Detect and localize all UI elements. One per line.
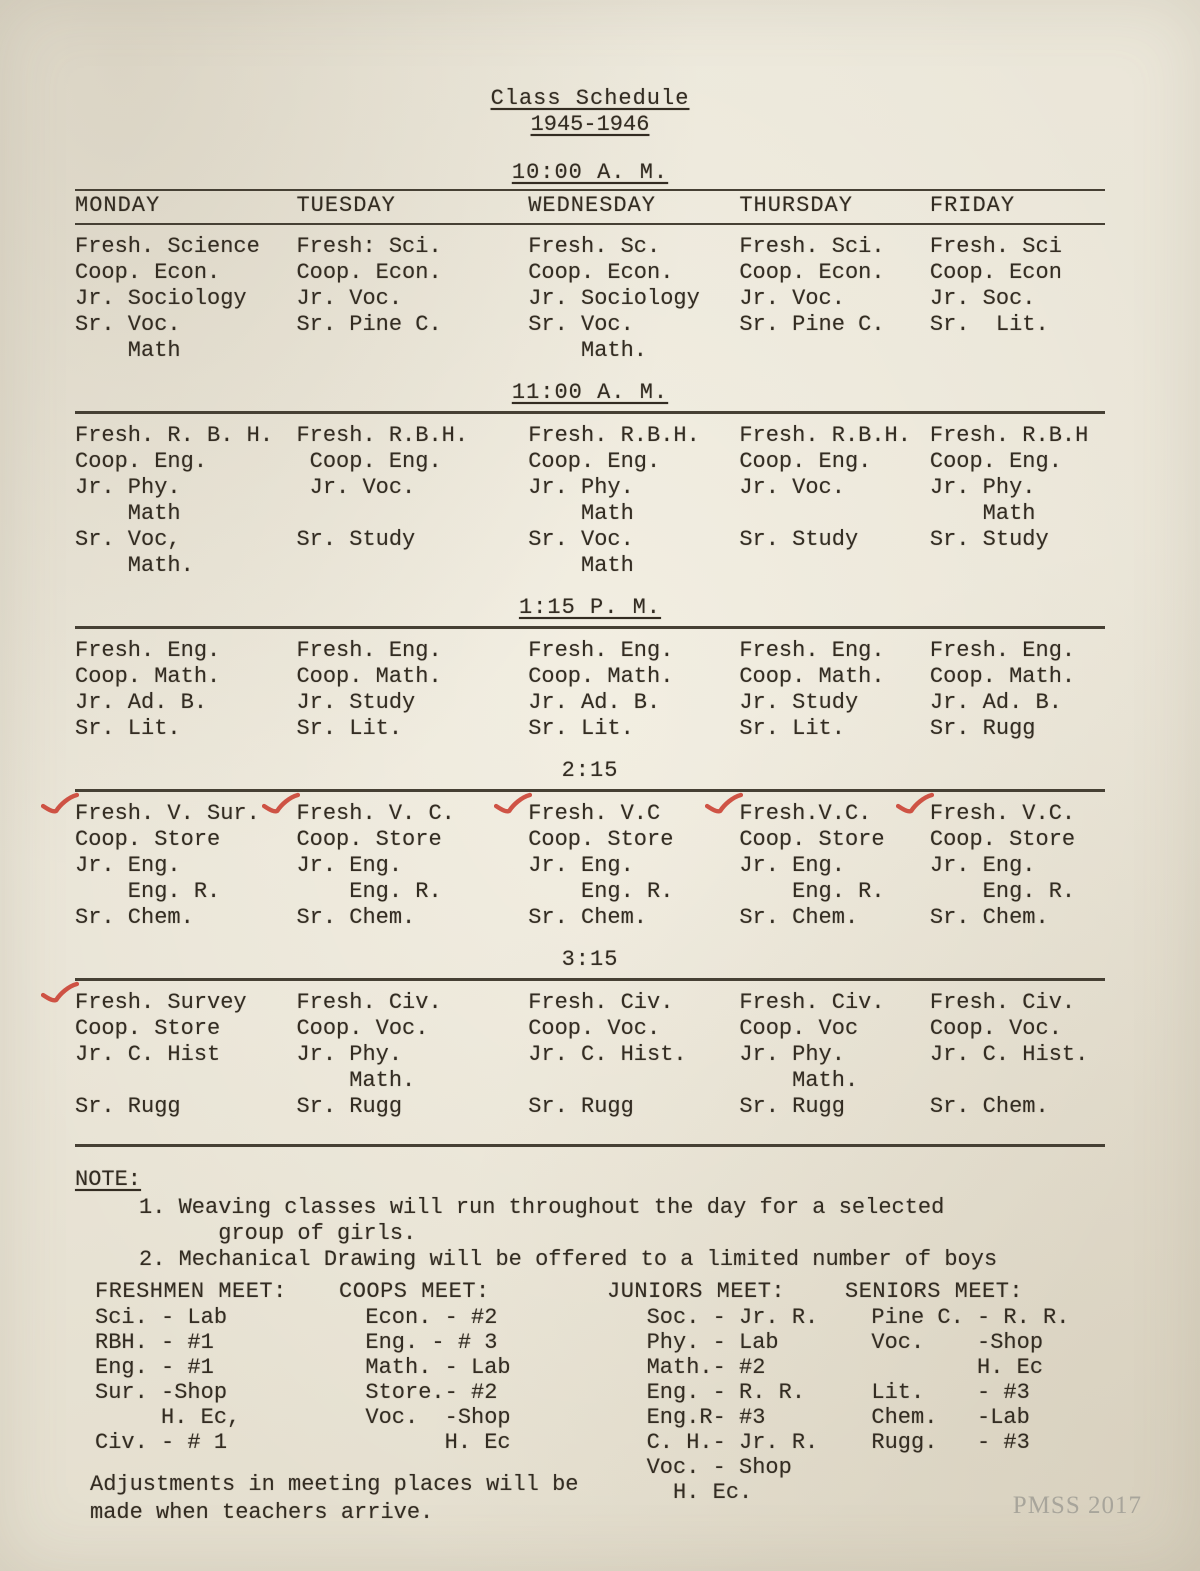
schedule-entry: Fresh. Survey <box>75 990 296 1016</box>
schedule-grid <box>75 423 1105 579</box>
schedule-entry: Coop. Econ. <box>75 260 221 285</box>
schedule-cell-wednesday <box>528 423 739 579</box>
schedule-entry: Jr. Phy. <box>296 1042 403 1067</box>
note-section <box>75 1167 1105 1273</box>
schedule-entry: Eng. R. <box>75 879 221 904</box>
schedule-entry: Fresh. Sc. <box>528 234 661 259</box>
schedule-entry: Math. <box>739 1068 859 1093</box>
document-title: Class Schedule <box>490 86 690 111</box>
schedule-entry: Sr. Voc. <box>75 312 181 337</box>
schedule-entry: Fresh. Civ. <box>296 990 442 1015</box>
schedule-grid <box>75 234 1105 364</box>
schedule-entry: Sr. Study <box>296 527 416 552</box>
meet-entry: Civ. - # 1 <box>95 1430 228 1455</box>
day-header-thursday: THURSDAY <box>739 193 853 218</box>
schedule-entry: Jr. C. Hist. <box>929 1042 1089 1067</box>
bottom-divider <box>75 1144 1105 1147</box>
schedule-entry: Sr. Chem. <box>296 905 416 930</box>
schedule-entry: Math <box>75 501 181 526</box>
schedule-entry: Sr. Rugg <box>528 1094 634 1119</box>
meet-entry: Eng. - R. R. <box>607 1380 806 1405</box>
schedule-entry: Coop. Math. <box>929 664 1076 689</box>
schedule-entry: Coop. Store <box>929 827 1076 852</box>
schedule-entry: Fresh. V.C. <box>930 801 1105 827</box>
section-divider <box>75 789 1105 792</box>
schedule-cell-friday <box>930 990 1105 1120</box>
document-subtitle: 1945-1946 <box>530 112 650 137</box>
schedule-entry: Fresh. Eng. <box>75 638 221 663</box>
meet-group-heading: COOPS MEET: <box>339 1279 490 1304</box>
schedule-cell-tuesday <box>296 801 528 931</box>
meet-group-heading: JUNIORS MEET: <box>607 1279 786 1304</box>
schedule-cell-monday <box>75 801 296 931</box>
time-heading: 2:15 <box>561 758 619 783</box>
schedule-entry: Jr. Eng. <box>929 853 1036 878</box>
schedule-cell-thursday <box>739 423 930 579</box>
schedule-entry: Fresh. Sci <box>929 234 1062 259</box>
schedule-entry <box>739 501 930 527</box>
schedule-cell-tuesday <box>296 990 528 1120</box>
schedule-entry: Fresh. R.B.H. <box>296 423 469 448</box>
schedule-entry: Coop. Econ. <box>296 260 442 285</box>
meet-entry: H. Ec <box>339 1430 511 1455</box>
schedule-entry: Fresh. Eng. <box>528 638 674 663</box>
schedule-entry: Jr. Voc. <box>296 475 416 500</box>
schedule-section <box>75 380 1105 579</box>
schedule-cell-friday <box>930 801 1105 931</box>
schedule-cell-tuesday <box>296 234 528 364</box>
schedule-entry: Coop. Store <box>75 827 221 852</box>
meet-entry: Sur. -Shop <box>95 1380 228 1405</box>
schedule-section <box>75 595 1105 742</box>
meet-entry: C. H.- Jr. R. <box>607 1430 819 1455</box>
meet-entry: Eng. - #1 <box>95 1355 214 1380</box>
schedule-entry: Sr. Lit. <box>528 716 634 741</box>
schedule-cell-wednesday <box>528 990 739 1120</box>
schedule-entry: Jr. Eng. <box>528 853 634 878</box>
schedule-entry: Sr. Voc, <box>75 527 181 552</box>
schedule-entry: Sr. Study <box>739 527 859 552</box>
schedule-entry: Sr. Rugg <box>739 1094 845 1119</box>
schedule-entry: Sr. Rugg <box>75 1094 181 1119</box>
schedule-entry <box>296 501 528 527</box>
time-heading: 11:00 A. M. <box>511 380 669 405</box>
schedule-cell-monday <box>75 423 296 579</box>
day-header-monday: MONDAY <box>75 193 161 218</box>
schedule-entry: Coop. Store <box>528 827 674 852</box>
meet-entry: H. Ec, <box>95 1405 241 1430</box>
schedule-entry: Sr. Chem. <box>929 905 1049 930</box>
schedule-cell-friday <box>930 638 1105 742</box>
schedule-entry: Jr. C. Hist <box>75 1042 221 1067</box>
schedule-entry: Jr. Eng. <box>75 853 181 878</box>
schedule-entry <box>930 1068 1105 1094</box>
footer-line: Adjustments in meeting places will be <box>90 1472 579 1497</box>
schedule-entry: Fresh. Civ. <box>929 990 1076 1015</box>
schedule-entry: Jr. Study <box>739 690 859 715</box>
schedule-cell-tuesday <box>296 638 528 742</box>
meet-entry: Econ. - #2 <box>339 1305 498 1330</box>
schedule-entry: Fresh. R.B.H <box>929 423 1089 448</box>
schedule-entry: Fresh. R.B.H. <box>739 423 911 448</box>
schedule-entry: Jr. Soc. <box>929 286 1036 311</box>
meet-entry: Pine C. - R. R. <box>845 1305 1070 1330</box>
schedule-entry: Jr. Eng. <box>296 853 403 878</box>
schedule-entry: Coop. Eng. <box>296 449 442 474</box>
note-label: NOTE: <box>75 1167 142 1192</box>
schedule-entry: Coop. Voc. <box>929 1016 1062 1041</box>
schedule-cell-wednesday <box>528 801 739 931</box>
schedule-entry: Coop. Econ. <box>528 260 674 285</box>
schedule-entry: Coop. Store <box>75 1016 221 1041</box>
schedule-entry: Sr. Chem. <box>739 905 859 930</box>
schedule-entry: Sr. Voc. <box>528 312 634 337</box>
schedule-entry: Fresh. Civ. <box>528 990 674 1015</box>
footer-note <box>90 1471 578 1527</box>
schedule-entry: Sr. Chem. <box>75 905 194 930</box>
schedule-entry: Fresh. Eng. <box>296 638 442 663</box>
schedule-entry: Math. <box>75 553 194 578</box>
schedule-cell-monday <box>75 990 296 1120</box>
schedule-entry: Jr. Eng. <box>739 853 845 878</box>
meet-entry: Voc. -Shop <box>339 1405 511 1430</box>
schedule-entry: Sr. Voc. <box>528 527 634 552</box>
schedule-entry: Sr. Rugg <box>929 716 1036 741</box>
schedule-entry: Jr. Sociology <box>75 286 247 311</box>
schedule-entry: Fresh: Sci. <box>296 234 442 259</box>
schedule-section <box>75 947 1105 1120</box>
schedule-entry: Coop. Econ. <box>739 260 885 285</box>
time-heading: 10:00 A. M. <box>511 160 669 185</box>
meet-entry: Voc. -Shop <box>845 1330 1044 1355</box>
schedule-entry: Coop. Eng. <box>929 449 1062 474</box>
schedule-entry: Fresh.V.C. <box>739 801 930 827</box>
schedule-entry: Jr. Phy. <box>739 1042 845 1067</box>
schedule-entry: Jr. Study <box>296 690 416 715</box>
meet-group-heading: SENIORS MEET: <box>845 1279 1024 1304</box>
schedule-entry: Fresh. V.C <box>528 801 739 827</box>
schedule-entry: Math <box>528 553 634 578</box>
meet-entry: H. Ec <box>845 1355 1044 1380</box>
schedule-cell-wednesday <box>528 638 739 742</box>
schedule-entry: Eng. R. <box>528 879 674 904</box>
day-header-tuesday: TUESDAY <box>296 193 396 218</box>
schedule-entry: Coop. Voc. <box>528 1016 661 1041</box>
schedule-entry: Fresh. V. C. <box>296 801 528 827</box>
schedule-entry: Fresh. R. B. H. <box>75 423 274 448</box>
schedule-entry: Fresh. Science <box>75 234 260 259</box>
meet-group-heading: FRESHMEN MEET: <box>95 1279 287 1304</box>
time-heading: 3:15 <box>561 947 619 972</box>
schedule-entry: Coop. Math. <box>296 664 442 689</box>
schedule-entry: Coop. Math. <box>528 664 674 689</box>
schedule-grid <box>75 638 1105 742</box>
note-line: 2. Mechanical Drawing will be offered to a limited number of boys <box>139 1247 998 1272</box>
schedule-section <box>75 160 1105 364</box>
schedule-entry: Jr. Ad. B. <box>528 690 661 715</box>
schedule-entry: Coop. Math. <box>739 664 885 689</box>
section-divider <box>75 978 1105 981</box>
schedule-entry: Sr. Rugg <box>296 1094 403 1119</box>
document-header <box>75 86 1105 138</box>
schedule-entry: Math. <box>528 338 648 363</box>
meet-entry: Phy. - Lab <box>607 1330 779 1355</box>
meet-entry: Math.- #2 <box>607 1355 766 1380</box>
time-heading: 1:15 P. M. <box>518 595 662 620</box>
schedule-entry <box>528 1068 739 1094</box>
schedule-cell-wednesday <box>528 234 739 364</box>
section-divider <box>75 626 1105 629</box>
schedule-entry: Fresh. Eng. <box>739 638 885 663</box>
schedule-cell-thursday <box>739 638 930 742</box>
schedule-cell-friday <box>930 423 1105 579</box>
schedule-cell-thursday <box>739 801 930 931</box>
meet-entry: Sci. - Lab <box>95 1305 228 1330</box>
schedule-entry: Coop. Eng. <box>528 449 661 474</box>
schedule-entry: Sr. Lit. <box>739 716 845 741</box>
schedule-entry: Coop. Voc. <box>296 1016 429 1041</box>
schedule-entry: Fresh. Eng. <box>929 638 1076 663</box>
schedule-cell-monday <box>75 638 296 742</box>
red-checkmark-icon <box>41 792 79 818</box>
schedule-entry: Coop. Eng. <box>75 449 208 474</box>
schedule-cell-monday <box>75 234 296 364</box>
schedule-entry: Coop. Math. <box>75 664 221 689</box>
schedule-entry: Jr. Voc. <box>739 475 845 500</box>
meet-entry: Eng.R- #3 <box>607 1405 766 1430</box>
schedule-entry: Jr. Phy. <box>929 475 1036 500</box>
meet-entry: Math. - Lab <box>339 1355 511 1380</box>
meet-entry: Chem. -Lab <box>845 1405 1030 1430</box>
schedule-entry: Fresh. V. Sur. <box>75 801 296 827</box>
note-lines <box>75 1195 1105 1273</box>
meet-entry: Eng. - # 3 <box>339 1330 498 1355</box>
schedule-cell-thursday <box>739 990 930 1120</box>
meet-entry: RBH. - #1 <box>95 1330 214 1355</box>
schedule-entry: Coop. Econ <box>929 260 1062 285</box>
schedule-entry: Jr. Ad. B. <box>929 690 1062 715</box>
schedule-cell-tuesday <box>296 423 528 579</box>
meet-group <box>607 1279 845 1505</box>
schedule-entry: Sr. Pine C. <box>739 312 885 337</box>
schedule-entry: Eng. R. <box>296 879 442 904</box>
schedule-entry: Fresh. Sci. <box>739 234 885 259</box>
schedule-entry: Math <box>929 501 1036 526</box>
schedule-grid <box>75 990 1105 1120</box>
schedule-entry: Math. <box>296 1068 416 1093</box>
schedule-entry: Sr. Pine C. <box>296 312 442 337</box>
meet-entry: H. Ec. <box>607 1480 753 1505</box>
meet-entry: Rugg. - #3 <box>845 1430 1030 1455</box>
section-divider <box>75 411 1105 414</box>
schedule-entry: Sr. Lit. <box>929 312 1049 337</box>
schedule-entry: Math <box>528 501 634 526</box>
schedule-cell-thursday <box>739 234 930 364</box>
schedule-entry: Coop. Store <box>296 827 442 852</box>
schedule-cell-friday <box>930 234 1105 364</box>
schedule-entry: Jr. C. Hist. <box>528 1042 687 1067</box>
schedule-entry: Jr. Phy. <box>528 475 634 500</box>
schedule-entry: Coop. Voc <box>739 1016 859 1041</box>
schedule-entry: Sr. Chem. <box>528 905 648 930</box>
schedule-entry: Fresh. Civ. <box>739 990 885 1015</box>
schedule-entry: Math <box>75 338 181 363</box>
note-line: group of girls. <box>139 1221 417 1246</box>
schedule-entry: Jr. Voc. <box>296 286 403 311</box>
note-line: 1. Weaving classes will run throughout the day for a selected <box>139 1195 945 1220</box>
schedule-entry: Sr. Study <box>929 527 1049 552</box>
schedule-entry: Jr. Phy. <box>75 475 181 500</box>
schedule-entry: Sr. Chem. <box>929 1094 1049 1119</box>
meet-group <box>845 1279 1105 1505</box>
schedule-entry: Sr. Lit. <box>75 716 181 741</box>
meet-entry: Lit. - #3 <box>845 1380 1030 1405</box>
day-header-row <box>75 189 1105 225</box>
watermark: PMSS 2017 <box>1012 1492 1142 1519</box>
schedule-entry: Sr. Lit. <box>296 716 403 741</box>
schedule-entry: Coop. Store <box>739 827 885 852</box>
schedule-entry: Coop. Eng. <box>739 449 872 474</box>
schedule-grid <box>75 801 1105 931</box>
red-checkmark-icon <box>41 981 79 1007</box>
schedule-entry: Jr. Voc. <box>739 286 845 311</box>
meet-entry: Soc. - Jr. R. <box>607 1305 819 1330</box>
schedule-entry: Fresh. R.B.H. <box>528 423 700 448</box>
day-header-friday: FRIDAY <box>929 193 1016 218</box>
schedule-entry <box>75 1068 296 1094</box>
schedule-sections <box>75 160 1105 1120</box>
schedule-entry: Jr. Sociology <box>528 286 700 311</box>
schedule-entry: Eng. R. <box>929 879 1076 904</box>
meet-entry: Store.- #2 <box>339 1380 498 1405</box>
schedule-section <box>75 758 1105 931</box>
meet-entry: Voc. - Shop <box>607 1455 792 1480</box>
schedule-entry: Jr. Ad. B. <box>75 690 208 715</box>
day-header-wednesday: WEDNESDAY <box>528 193 657 218</box>
schedule-entry: Eng. R. <box>739 879 885 904</box>
footer-line: made when teachers arrive. <box>90 1500 434 1525</box>
